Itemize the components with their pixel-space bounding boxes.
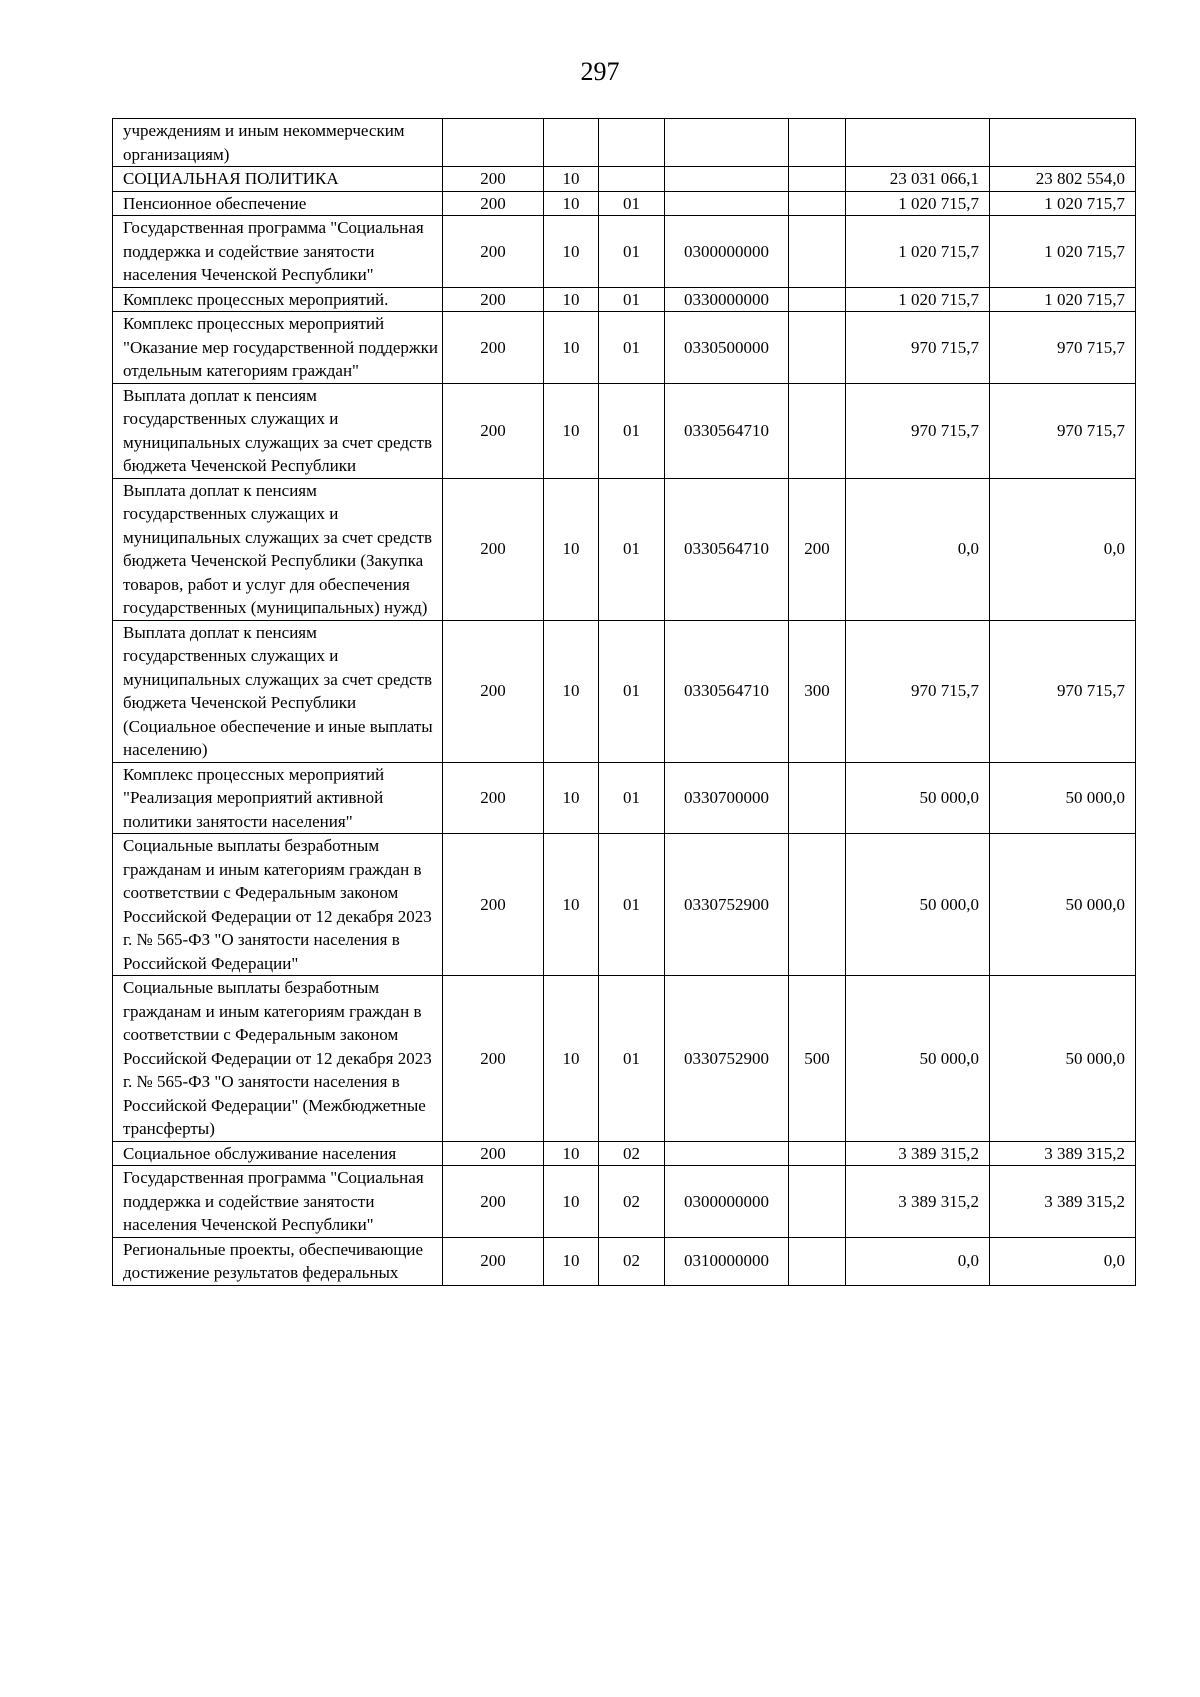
cell-target-article: 0330564710 (665, 620, 789, 762)
cell-amount-year-2: 970 715,7 (990, 312, 1136, 384)
cell-subsection: 01 (599, 620, 665, 762)
cell-section: 10 (544, 620, 599, 762)
cell-amount-year-2: 970 715,7 (990, 620, 1136, 762)
cell-target-article (665, 191, 789, 216)
table-row (113, 287, 1136, 312)
cell-expense-type (789, 383, 846, 478)
table-row (113, 834, 1136, 976)
cell-name: Выплата доплат к пенсиям государственных служащих и муниципальных служащих за счет средств бюджета Чеченской Республики (113, 383, 443, 478)
table-row (113, 762, 1136, 834)
cell-name: Выплата доплат к пенсиям государственных служащих и муниципальных служащих за счет средств бюджета Чеченской Республики (Социальное обеспечение и иные выплаты населению) (113, 620, 443, 762)
table-row (113, 1141, 1136, 1166)
cell-expense-type (789, 1237, 846, 1285)
cell-section (544, 119, 599, 167)
cell-target-article (665, 119, 789, 167)
cell-amount-year-2: 970 715,7 (990, 383, 1136, 478)
cell-target-article: 0330564710 (665, 383, 789, 478)
cell-target-article: 0330500000 (665, 312, 789, 384)
cell-amount-year-1: 50 000,0 (846, 762, 990, 834)
cell-amount-year-2: 1 020 715,7 (990, 287, 1136, 312)
table-row (113, 119, 1136, 167)
cell-target-article: 0330564710 (665, 478, 789, 620)
cell-grbs: 200 (443, 1166, 544, 1238)
table-row (113, 312, 1136, 384)
cell-expense-type (789, 312, 846, 384)
cell-grbs: 200 (443, 1141, 544, 1166)
cell-amount-year-1 (846, 119, 990, 167)
table-row (113, 620, 1136, 762)
cell-grbs: 200 (443, 167, 544, 192)
cell-expense-type: 300 (789, 620, 846, 762)
cell-name: Социальное обслуживание населения (113, 1141, 443, 1166)
cell-subsection: 01 (599, 834, 665, 976)
cell-subsection (599, 167, 665, 192)
cell-name: Пенсионное обеспечение (113, 191, 443, 216)
cell-expense-type (789, 1166, 846, 1238)
table-row (113, 478, 1136, 620)
cell-expense-type (789, 216, 846, 288)
cell-expense-type: 200 (789, 478, 846, 620)
cell-amount-year-1: 1 020 715,7 (846, 191, 990, 216)
cell-grbs: 200 (443, 762, 544, 834)
cell-grbs: 200 (443, 1237, 544, 1285)
cell-grbs: 200 (443, 287, 544, 312)
cell-section: 10 (544, 191, 599, 216)
cell-amount-year-2: 0,0 (990, 1237, 1136, 1285)
cell-section: 10 (544, 383, 599, 478)
cell-grbs: 200 (443, 834, 544, 976)
cell-amount-year-1: 23 031 066,1 (846, 167, 990, 192)
cell-amount-year-1: 970 715,7 (846, 383, 990, 478)
cell-subsection: 01 (599, 312, 665, 384)
cell-name: Комплекс процессных мероприятий. (113, 287, 443, 312)
table-row (113, 167, 1136, 192)
cell-target-article: 0310000000 (665, 1237, 789, 1285)
cell-name: СОЦИАЛЬНАЯ ПОЛИТИКА (113, 167, 443, 192)
cell-name: Государственная программа "Социальная поддержка и содействие занятости населения Чеченской Республики" (113, 1166, 443, 1238)
cell-amount-year-1: 0,0 (846, 1237, 990, 1285)
cell-section: 10 (544, 834, 599, 976)
cell-amount-year-2: 23 802 554,0 (990, 167, 1136, 192)
cell-target-article: 0300000000 (665, 1166, 789, 1238)
cell-section: 10 (544, 1141, 599, 1166)
cell-amount-year-2: 0,0 (990, 478, 1136, 620)
cell-section: 10 (544, 167, 599, 192)
cell-target-article: 0330752900 (665, 834, 789, 976)
cell-subsection: 01 (599, 383, 665, 478)
table-row (113, 383, 1136, 478)
cell-name: Социальные выплаты безработным гражданам и иным категориям граждан в соответствии с Федеральным законом Российской Федерации от 12 декабря 2023 г. № 565-ФЗ "О занятости населения в Российской Федерации" (113, 834, 443, 976)
cell-grbs: 200 (443, 383, 544, 478)
page-number: 297 (580, 57, 620, 86)
cell-amount-year-1: 1 020 715,7 (846, 287, 990, 312)
table-row (113, 191, 1136, 216)
cell-amount-year-1: 0,0 (846, 478, 990, 620)
cell-expense-type: 500 (789, 976, 846, 1142)
cell-grbs (443, 119, 544, 167)
table-row (113, 1237, 1136, 1285)
cell-amount-year-2: 50 000,0 (990, 834, 1136, 976)
cell-amount-year-1: 970 715,7 (846, 620, 990, 762)
cell-target-article: 0330700000 (665, 762, 789, 834)
cell-amount-year-1: 970 715,7 (846, 312, 990, 384)
cell-amount-year-1: 3 389 315,2 (846, 1141, 990, 1166)
cell-amount-year-2: 3 389 315,2 (990, 1166, 1136, 1238)
cell-subsection: 02 (599, 1237, 665, 1285)
table-row (113, 216, 1136, 288)
cell-section: 10 (544, 1166, 599, 1238)
cell-expense-type (789, 287, 846, 312)
cell-expense-type (789, 191, 846, 216)
cell-amount-year-2: 50 000,0 (990, 762, 1136, 834)
table-row (113, 976, 1136, 1142)
cell-subsection (599, 119, 665, 167)
cell-section: 10 (544, 976, 599, 1142)
cell-amount-year-2: 50 000,0 (990, 976, 1136, 1142)
cell-name: Социальные выплаты безработным гражданам и иным категориям граждан в соответствии с Федеральным законом Российской Федерации от 12 декабря 2023 г. № 565-ФЗ "О занятости населения в Российской Федерации" (Межбюджетные трансферты) (113, 976, 443, 1142)
cell-grbs: 200 (443, 976, 544, 1142)
cell-target-article: 0330000000 (665, 287, 789, 312)
cell-target-article (665, 167, 789, 192)
cell-amount-year-2 (990, 119, 1136, 167)
cell-grbs: 200 (443, 312, 544, 384)
cell-subsection: 01 (599, 976, 665, 1142)
cell-grbs: 200 (443, 620, 544, 762)
cell-subsection: 01 (599, 762, 665, 834)
cell-expense-type (789, 834, 846, 976)
cell-expense-type (789, 1141, 846, 1166)
table-row (113, 1166, 1136, 1238)
cell-amount-year-2: 1 020 715,7 (990, 216, 1136, 288)
cell-target-article: 0300000000 (665, 216, 789, 288)
cell-subsection: 02 (599, 1141, 665, 1166)
cell-grbs: 200 (443, 216, 544, 288)
cell-subsection: 01 (599, 191, 665, 216)
cell-expense-type (789, 167, 846, 192)
cell-amount-year-1: 50 000,0 (846, 976, 990, 1142)
cell-subsection: 01 (599, 216, 665, 288)
cell-name: учреждениям и иным некоммерческим организациям) (113, 119, 443, 167)
cell-expense-type (789, 762, 846, 834)
cell-target-article: 0330752900 (665, 976, 789, 1142)
cell-section: 10 (544, 1237, 599, 1285)
cell-grbs: 200 (443, 191, 544, 216)
cell-amount-year-2: 1 020 715,7 (990, 191, 1136, 216)
cell-amount-year-2: 3 389 315,2 (990, 1141, 1136, 1166)
cell-section: 10 (544, 287, 599, 312)
cell-section: 10 (544, 478, 599, 620)
cell-section: 10 (544, 216, 599, 288)
cell-name: Комплекс процессных мероприятий "Оказание мер государственной поддержки отдельным категориям граждан" (113, 312, 443, 384)
budget-table (112, 118, 1136, 1286)
cell-section: 10 (544, 312, 599, 384)
cell-subsection: 02 (599, 1166, 665, 1238)
cell-expense-type (789, 119, 846, 167)
cell-grbs: 200 (443, 478, 544, 620)
cell-amount-year-1: 1 020 715,7 (846, 216, 990, 288)
cell-name: Выплата доплат к пенсиям государственных служащих и муниципальных служащих за счет средств бюджета Чеченской Республики (Закупка товаров, работ и услуг для обеспечения государственных (муниципальных) нужд) (113, 478, 443, 620)
cell-name: Комплекс процессных мероприятий "Реализация мероприятий активной политики занятости населения" (113, 762, 443, 834)
cell-subsection: 01 (599, 478, 665, 620)
cell-section: 10 (544, 762, 599, 834)
cell-name: Государственная программа "Социальная поддержка и содействие занятости населения Чеченской Республики" (113, 216, 443, 288)
cell-target-article (665, 1141, 789, 1166)
cell-amount-year-1: 50 000,0 (846, 834, 990, 976)
cell-amount-year-1: 3 389 315,2 (846, 1166, 990, 1238)
cell-subsection: 01 (599, 287, 665, 312)
cell-name: Региональные проекты, обеспечивающие достижение результатов федеральных (113, 1237, 443, 1285)
table-body (113, 119, 1136, 1286)
